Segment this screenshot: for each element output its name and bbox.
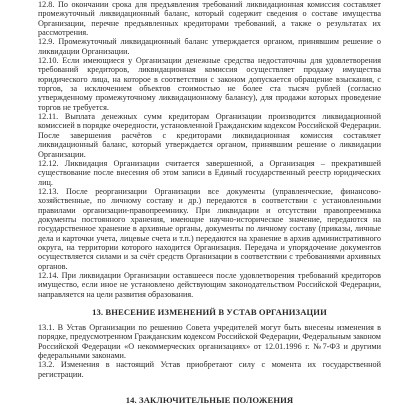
section-14-heading: 14. ЗАКЛЮЧИТЕЛЬНЫЕ ПОЛОЖЕНИЯ <box>125 395 294 405</box>
paragraph-12-8: 12.8. По окончании срока для предъявления требований ликвидационная комиссия составляет промежуточный ликвидационный баланс, который содержит сведения о составе имущества Организации, перечне предъявленных кредиторами требований, а также о результатах их рассмотрения. <box>38 0 381 38</box>
paragraph-12-13: 12.13. После реорганизации Организации все документы (управленческие, финансово-хозяйственные, по личному составу и др.) передаются в соответствии с установленными правилами организации-правопреемнику. При ликвидации и отсутствии правопреемника документы постоянного хранения, имеющие научно-историческое значение, передаются на государственное хранение в архивные органы, документы по личному составу (приказы, личные дела и карточки учета, лицевые счета и т.п.) передаются на хранение в архив административного округа, на территории которого находится Организация. Передача и упорядочение документов осуществляется силами и за счёт средств Организации в соответствии с требованиями архивных органов. <box>38 186 381 271</box>
paragraph-12-12: 12.12. Ликвидация Организации считается завершенной, а Организация – прекратившей существование после внесения об этом записи в Единый государственный реестр юридических лиц. <box>38 158 381 187</box>
paragraph-12-14: 12.14. При ликвидации Организации оставшееся после удовлетворения требований кредиторов имущество, если иное не установлено действующим законодательством Российской Федерации, направляется на цели развития образования. <box>38 270 381 299</box>
paragraph-13-2: 13.2. Изменения в настоящий Устав приобретают силу с момента их государственной регистрации. <box>38 360 381 379</box>
paragraph-12-9: 12.9. Промежуточный ликвидационный баланс утверждается органом, принявшим решение о ликвидации Организации. <box>38 37 381 56</box>
section-13-heading: 13. ВНЕСЕНИЕ ИЗМЕНЕНИЙ В УСТАВ ОРГАНИЗАЦИИ <box>92 307 327 317</box>
paragraph-12-11: 12.11. Выплата денежных сумм кредиторам Организации производится ликвидационной комиссией в порядке очередности, установленной Гражданским кодексом Российской Федерации. После завершения расчётов с кредиторами ликвидационная комиссия составляет ликвидационный баланс, который утверждается органом, принявшим решение о ликвидации Организации. <box>38 112 381 159</box>
paragraph-12-10: 12.10. Если имеющиеся у Организации денежные средства недостаточны для удовлетворения требований кредиторов, ликвидационная комиссия осуществляет продажу имущества юридического лица, на которое в соответствии с законом допускается обращение взыскания, с торгов, за исключением объектов стоимостью не более ста тысяч рублей (согласно утвержденному промежуточному ликвидационному балансу), для продажи которых проведение торгов не требуется. <box>38 56 381 112</box>
paragraph-13-1: 13.1. В Устав Организации по решению Совета учредителей могут быть внесены изменения в порядке, предусмотренном Гражданским кодексом Российской Федерации, Федеральным законом Российской Федерации «О некоммерческих организациях» от 12.01.1996 г. №7-ФЗ и другими федеральными законами. <box>38 323 381 361</box>
